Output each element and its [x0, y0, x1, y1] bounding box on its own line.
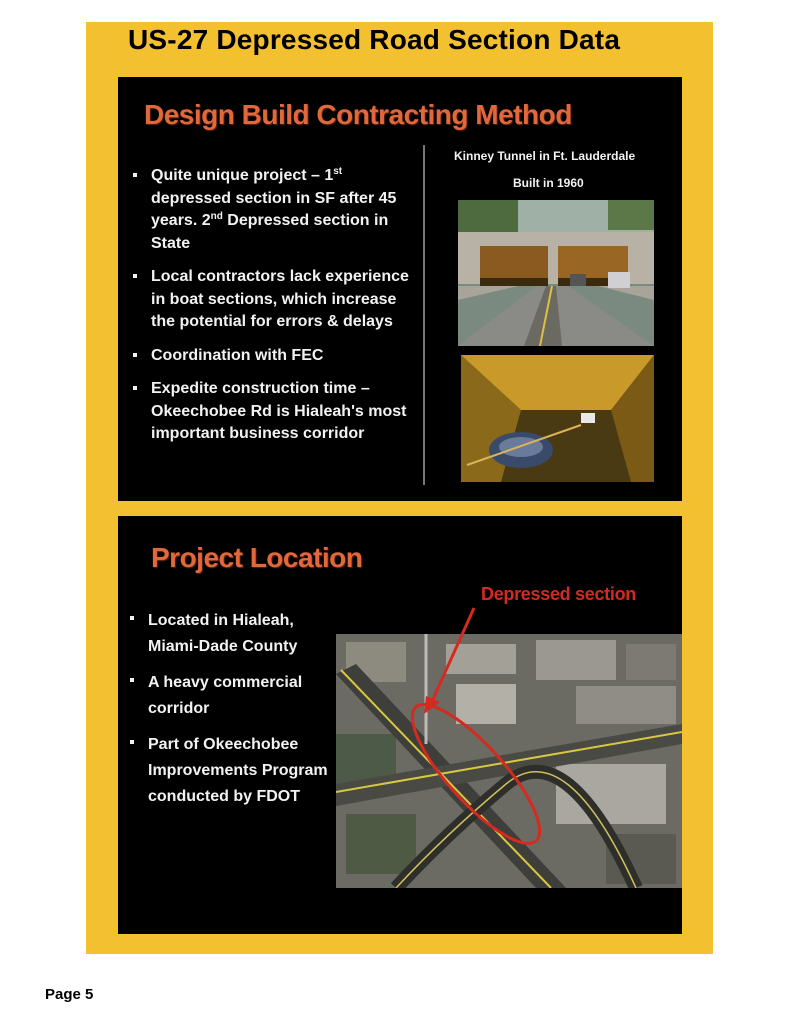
slide-project-location	[118, 516, 682, 934]
photo-caption-year: Built in 1960	[513, 176, 584, 190]
list-item: Quite unique project – 1st depressed section in SF after 45 years. 2nd Depressed section in State	[129, 165, 419, 255]
page-number: Page 5	[45, 986, 94, 1003]
bullet-list	[126, 608, 336, 820]
tunnel-entrance-photo	[458, 200, 654, 346]
callout-arrow-icon	[418, 606, 478, 716]
bullet-icon	[133, 173, 137, 177]
page-title: US-27 Depressed Road Section Data	[128, 24, 621, 55]
depressed-section-callout: Depressed section	[481, 584, 636, 604]
bullet-list	[129, 165, 419, 457]
list-item: A heavy commercial corridor	[126, 670, 336, 722]
list-item: Expedite construction time – Okeechobee Rd is Hialeah's most important business corridor	[129, 378, 419, 446]
bullet-icon	[130, 740, 134, 744]
list-item: Located in Hialeah, Miami-Dade County	[126, 608, 336, 660]
tunnel-interior-photo	[461, 355, 654, 482]
list-item: Coordination with FEC	[129, 345, 419, 368]
slide-title: Project Location	[151, 542, 363, 573]
bullet-icon	[133, 353, 137, 357]
photo-caption: Kinney Tunnel in Ft. Lauderdale	[454, 149, 636, 163]
list-item: Part of Okeechobee Improvements Program conducted by FDOT	[126, 732, 336, 810]
bullet-icon	[133, 386, 137, 390]
aerial-map-photo	[336, 634, 682, 888]
bullet-icon	[133, 274, 137, 278]
slide-title: Design Build Contracting Method	[144, 99, 572, 130]
bullet-icon	[130, 678, 134, 682]
bullet-icon	[130, 616, 134, 620]
divider	[423, 145, 425, 485]
slide-design-build	[118, 77, 682, 501]
list-item: Local contractors lack experience in boat sections, which increase the potential for errors & delays	[129, 266, 419, 334]
